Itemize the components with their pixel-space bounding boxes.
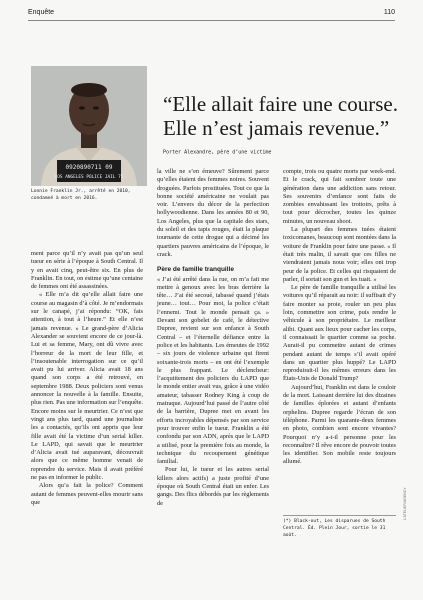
mugshot-illustration xyxy=(31,66,147,186)
paragraph: La plupart des femmes tuées étaient toxicomanes, beaucoup sont montées dans la voiture de Franklin pour faire une passe. « Il était très malin, il savait que ces filles ne viendraient jamais nous voir; elles ont trop peur de la police. Et celles qui risquaient de parler, il sortait son gun et les tuait. » xyxy=(283,226,396,283)
pull-quote-attribution: Porter Alexandre, père d’une victime xyxy=(163,149,272,156)
paragraph: « Elle m’a dit qu’elle allait faire une course au magasin d’à côté. Je m’endormais sur le canapé, j’ai répondu: “OK, fais attention, à tout à l’heure.” Et elle n’est jamais revenue. » Le grand-père d’Alicia Alexander se souvient encore de ce jour-là. Lui et sa femme, Mary, ont dû vivre avec l’horreur de la mort de leur fille, et l’insoutenable interrogation sur ce qu’il avait pu lui arriver. Alicia avait 18 ans quand son corps a été retrouvé, en septembre 1988. Deux policiers sont venus annoncer la nouvelle à la famille. Ensuite, plus rien. Pas une information sur l’enquête. Encore moins sur le meurtrier. Ce n’est que vingt ans plus tard, quand une journaliste les a contactés, qu’ils ont appris que leur fille avait été la victime d’un serial killer. Le LAPD, qui savait que le meurtrier d’Alicia avait tué auparavant, découvrait alors que ce même homme venait de reprendre du service. Mais il avait préféré ne pas en informer le public. xyxy=(31,291,143,482)
pull-quote xyxy=(163,93,398,164)
header-rule xyxy=(28,20,395,21)
section-title: Enquête xyxy=(28,9,55,16)
body-column-1 xyxy=(31,250,143,507)
pull-quote-text: “Elle allait faire une course. Elle n’est jamais revenue.” xyxy=(163,92,398,140)
paragraph: Aujourd’hui, Franklin est dans le couloir de la mort. Laissant derrière lui des dizaines de familles éplorées et autant d’enfants orphelins. Dupree regarde l’écran de son téléphone. Parmi les quarante-deux femmes en photo, combien sont encore vivantes? Pourquoi n’y a-t-il personne pour les reconnaître? Il rêve encore de pouvoir toutes les identifier. Son mobile reste toujours allumé. xyxy=(283,383,396,466)
paragraph: Alors qu’a fait la police? Comment autant de femmes peuvent-elles mourir sans que xyxy=(31,482,143,506)
paragraph: Le père de famille tranquille a utilisé les voitures qu’il réparait au noir: il suffisait d’y faire monter sa proie, rouler un peu plus loin, commettre son crime, puis rendre le véhicule à son propriétaire. Le meilleur alibi. Quant aux lieux pour cacher les corps, il connaissait le quartier comme sa poche. Aurait-il pu commettre autant de crimes pendant autant de temps s’il avait opéré dans un quartier plus huppé? Le LAPD reproduirait-il les mêmes erreurs dans les États-Unis de Donald Trump? xyxy=(283,284,396,383)
subheading: Père de famille tranquille xyxy=(157,266,234,274)
body-column-3 xyxy=(283,168,396,467)
placard-line1: 0920890711 09 xyxy=(65,164,113,171)
paragraph: ment parce qu’il n’y avait pas qu’un seul tueur en série à l’époque à South Central. Il y en avait cinq, peut-être six. En plus de Franklin. En tout, on estime qu’une centaine de femmes ont été assassinées. xyxy=(31,250,143,291)
footnote: (*) Black-out, Les disparues de South Central. Éd. Plein Jour, sortie le 31 août. xyxy=(283,519,386,538)
body-column-2 xyxy=(157,168,269,508)
paragraph: « J’ai été arrêté dans la rue, on m’a fait me mettre à genoux avec les bras derrière la tête… J’ai été secoué, tabassé quand j’étais jeune… tout… Pour moi, la police c’était l’ennemi. Tout le monde pensait ça. » Devant son gobelet de café, le détective Dupree, revient sur son enfance à South Central – et l’éternelle défiance entre la police et les habitants. Les émeutes de 1992 – six jours de violence urbaine qui firent soixante-trois morts – en ont été l’exemple le plus frappant. Le déclencheur: l’acquittement des policiers du LAPD que le monde entier avait vus, grâce à une vidéo amateur, tabasser Rodney King à coup de matraque. Aujourd’hui passé de l’autre côté de la barrière, Dupree met en avant les efforts incroyables dépensés par son service pour trouver enfin le tueur. Franklin a été confondu par son ADN, après que le LAPD a utilisé, pour la première fois au monde, la technique du recoupement génétique familial. xyxy=(157,275,269,466)
page-number: 110 xyxy=(383,9,395,16)
paragraph: Pour lui, le tueur et les autres serial killers alors actifs) a juste profité d’une époque où South Central était un enfer. Les gangs. Des flics débordés par les règlements de xyxy=(157,466,269,507)
mugshot-photo xyxy=(31,66,147,186)
paragraph: compte, trois ou quatre morts par week-end. Et le crack, qui fait sombrer toute une génération dans une addiction sans retour. Ses souvenirs d’enfance sont faits de zombies envahissant les trottoirs, prêts à tout pour décrocher, toutes les quinze minutes, un nouveau shoot. xyxy=(283,168,396,225)
photo-caption: Lonnie Franklin Jr., arrêté en 2010, condamné à mort en 2016. xyxy=(31,189,131,201)
placard-line2: LOS ANGELES POLICE JAIL 72 xyxy=(54,175,124,180)
photo-credit: L’ATELIER/AGENCY xyxy=(403,487,407,520)
footnote-rule xyxy=(283,515,396,516)
paragraph: la ville ne s’en émeuve? Sûrement parce qu’elles étaient des femmes noires. Souvent droguées. Parfois prostituées. Tout ce que la bonne société américaine ne voulait pas voir. L’envers du décor de la perfection hollywoodienne. Dans les années 80 et 90, Los Angeles, plus que la capitale des stars, du soleil et des tapis rouges, était la plaque tournante de cette drogue qui a décimé les quartiers pauvres américains de l’époque, le crack. xyxy=(157,168,269,258)
